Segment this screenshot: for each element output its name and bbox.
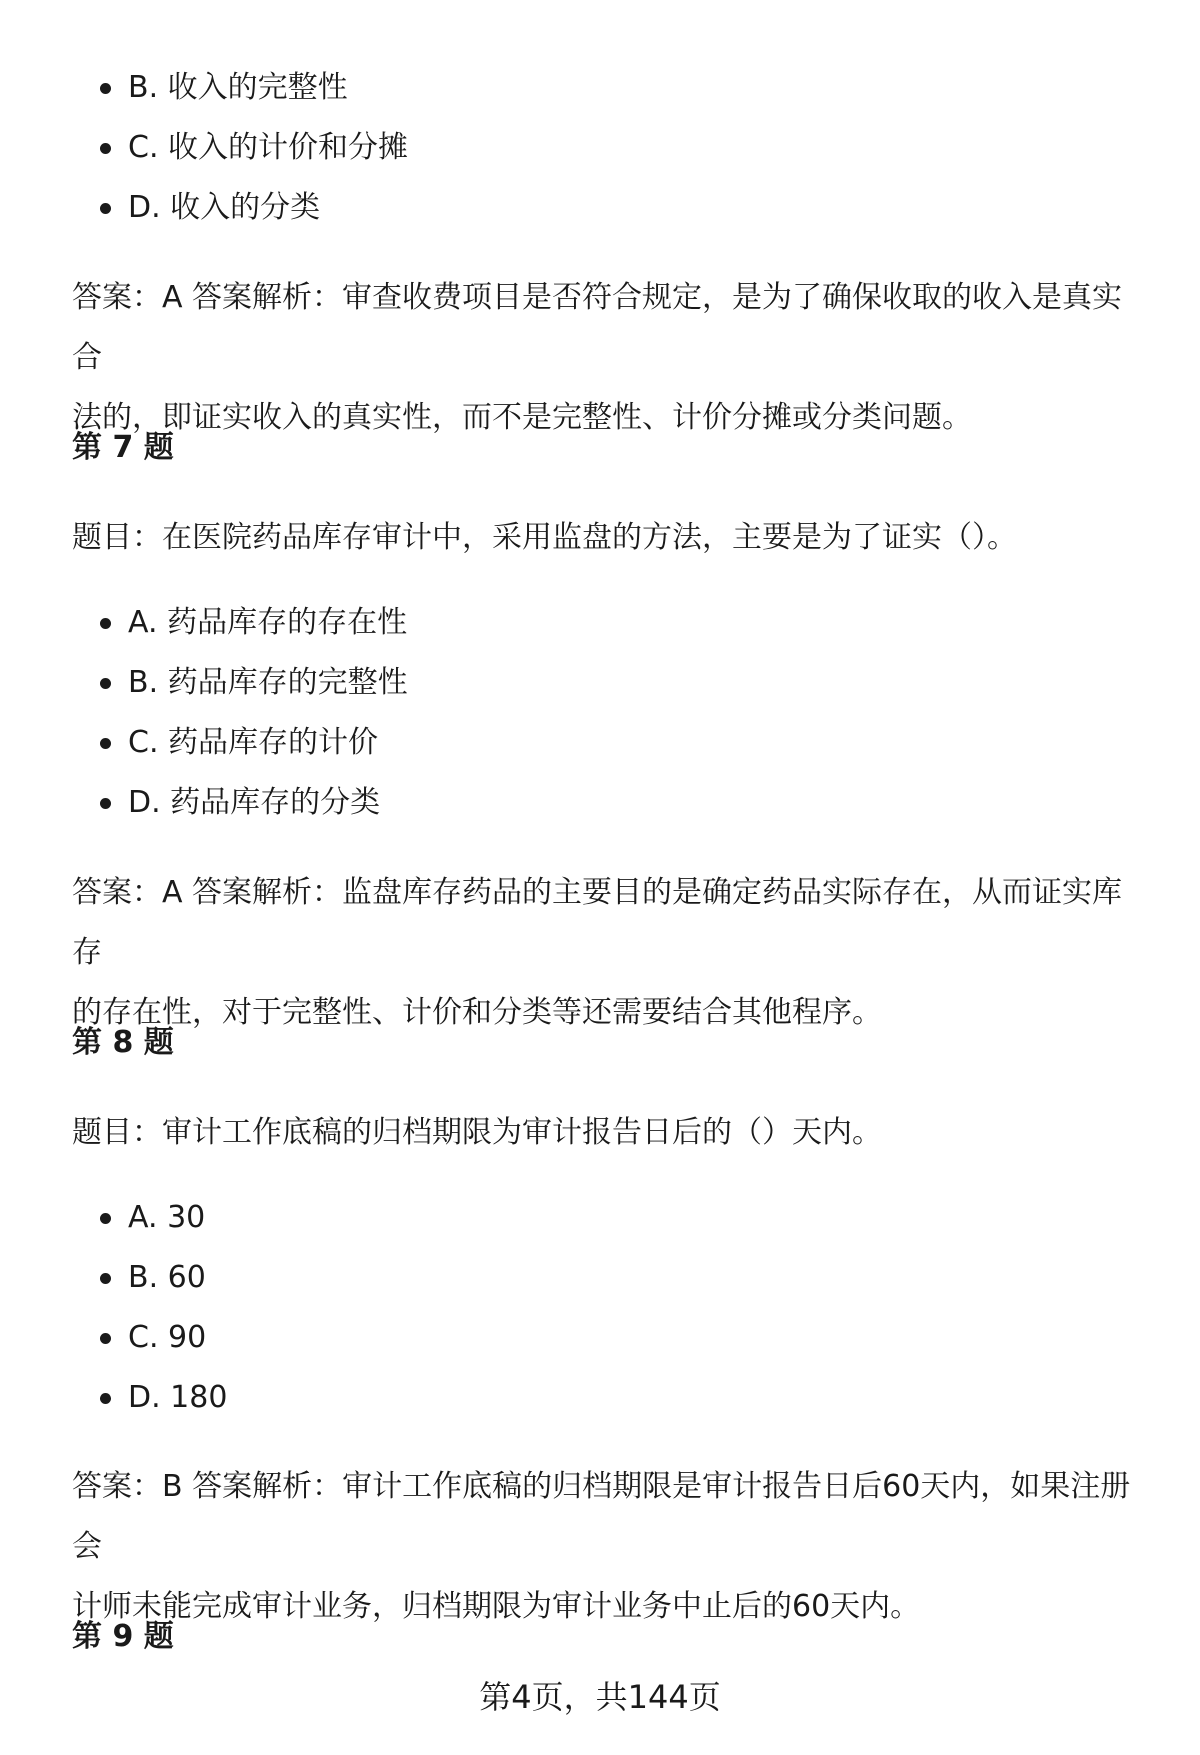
q6-option-b: B. 收入的完整性: [72, 58, 408, 118]
bullet-icon: [100, 1273, 111, 1284]
page-number-footer: 第4页，共144页: [479, 1678, 721, 1716]
bullet-icon: [100, 1393, 111, 1404]
q6-options-list: [72, 58, 408, 238]
q7-heading: 第 7 题: [72, 430, 174, 465]
q6-option-c: C. 收入的计价和分摊: [72, 118, 408, 178]
q7-options-list: [72, 593, 408, 833]
bullet-icon: [100, 618, 111, 629]
q8-heading: 第 8 题: [72, 1025, 174, 1060]
q8-option-d: D. 180: [72, 1368, 227, 1428]
q6-option-d: D. 收入的分类: [72, 178, 408, 238]
q7-option-c: C. 药品库存的计价: [72, 713, 408, 773]
q7-option-d: D. 药品库存的分类: [72, 773, 408, 833]
q8-option-b: B. 60: [72, 1248, 227, 1308]
bullet-icon: [100, 83, 111, 94]
q9-heading: 第 9 题: [72, 1619, 174, 1654]
q7-answer: 答案：A 答案解析：监盘库存药品的主要目的是确定药品实际存在，从而证实库存 的存在性，对于完整性、计价和分类等还需要结合其他程序。: [72, 875, 1123, 1030]
q6-answer: 答案：A 答案解析：审查收费项目是否符合规定，是为了确保收取的收入是真实合 法的，即证实收入的真实性，而不是完整性、计价分摊或分类问题。: [72, 280, 1123, 435]
q7-question: 题目：在医院药品库存审计中，采用监盘的方法，主要是为了证实（）。: [72, 520, 1017, 555]
bullet-icon: [100, 798, 111, 809]
q8-answer: 答案：B 答案解析：审计工作底稿的归档期限是审计报告日后60天内，如果注册会 计师未能完成审计业务，归档期限为审计业务中止后的60天内。: [72, 1469, 1131, 1624]
q8-options-list: [72, 1188, 227, 1428]
q8-question: 题目：审计工作底稿的归档期限为审计报告日后的（）天内。: [72, 1115, 882, 1150]
q7-option-b: B. 药品库存的完整性: [72, 653, 408, 713]
bullet-icon: [100, 203, 111, 214]
q7-option-a: A. 药品库存的存在性: [72, 593, 408, 653]
q8-option-c: C. 90: [72, 1308, 227, 1368]
bullet-icon: [100, 1213, 111, 1224]
bullet-icon: [100, 1333, 111, 1344]
bullet-icon: [100, 143, 111, 154]
bullet-icon: [100, 678, 111, 689]
q8-option-a: A. 30: [72, 1188, 227, 1248]
bullet-icon: [100, 738, 111, 749]
